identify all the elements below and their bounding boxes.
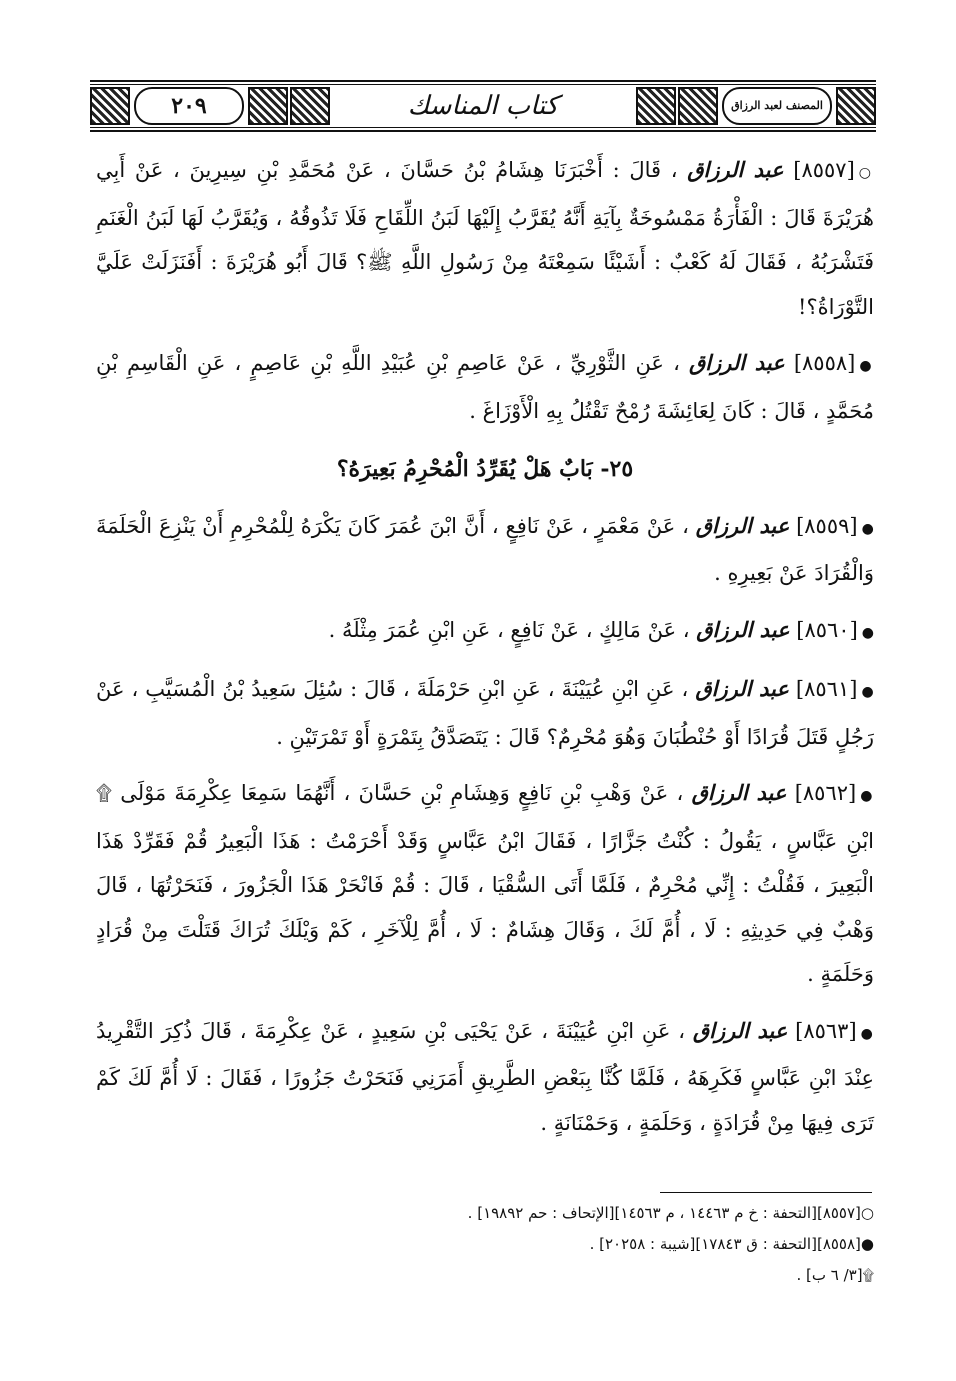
hadith-number: [٨٥٦٠] xyxy=(796,617,858,642)
hadith-text: ، عَنِ ابْنِ عُيَيْنَةَ ، عَنْ يَحْيَى بْنِ سَعِيدٍ ، عَنْ عِكْرِمَةَ ، قَالَ ذُكِرَ التَّقْرِيدُ عِنْدَ ابْنِ عَبَّاسٍ فَكَرِهَهُ ، فَلَمَّا كُنَّا بِبَعْضِ الطَّرِيقِ أَمَرَنِي فَنَحَرْتُ جَزُورًا ، فَقَالَ : لَا أُمَّ لَكَ كَمْ تَرَى فِيهَا مِنْ قُرَادَةٍ ، وَحَلَمَةٍ ، وَحَمْنَانَةٍ . xyxy=(96,1018,874,1135)
book-logo: المصنف لعبد الرزاق xyxy=(722,87,832,125)
hadith-source: عبد الرزاق xyxy=(688,350,785,375)
footnote: ○[٨٥٥٧][التحفة : خ م ١٤٤٦٣ ، م ١٤٥٦٣][الإتحاف : حم ١٩٨٩٢] . xyxy=(467,1204,874,1222)
hadith-text: ، عَنِ ابْنِ عُيَيْنَةَ ، عَنِ ابْنِ حَرْمَلَةَ ، قَالَ : سُئِلَ سَعِيدُ بْنُ الْمُسَيَّبِ ، عَنْ رَجُلٍ قَتَلَ قُرَادًا أَوْ حُنْطُبَانَ وَهُوَ مُحْرِمٌ؟ قَالَ : يَتَصَدَّقُ بِتَمْرَةٍ أَوْ تَمْرَتَيْنِ . xyxy=(96,677,874,749)
hadith-marker-icon: ● xyxy=(861,624,874,641)
hadith-number: [٨٥٦٢] xyxy=(794,781,857,805)
header-rule xyxy=(90,130,876,132)
ornament-icon xyxy=(248,87,288,125)
hadith-source: عبد الرزاق xyxy=(695,512,790,538)
hadith-marker-icon: ○ xyxy=(858,165,874,181)
hadith-marker-icon: ● xyxy=(860,1025,874,1042)
ornament-icon xyxy=(678,87,718,125)
footnote-divider xyxy=(660,1192,872,1193)
chapter-heading: ٢٥- بَابٌ هَلْ يُقَرِّدُ الْمُحْرِمُ بَعِيرَهُ؟ xyxy=(336,456,634,482)
ornament-icon xyxy=(290,87,330,125)
hadith-marker-icon: ● xyxy=(859,358,874,374)
hadith-paragraph xyxy=(96,148,874,329)
hadith-number: [٨٥٥٨] xyxy=(793,351,856,375)
hadith-paragraph xyxy=(96,771,874,997)
header-rule xyxy=(90,80,876,82)
hadith-number: [٨٥٥٧] xyxy=(793,158,855,182)
hadith-marker-icon: ● xyxy=(861,520,874,537)
hadith-paragraph xyxy=(96,608,874,656)
footnotes xyxy=(96,1198,874,1291)
hadith-paragraph xyxy=(96,341,874,433)
page-header xyxy=(90,80,876,132)
header-rule xyxy=(90,127,876,128)
footnote: ۩[٣/ ٦ ب] . xyxy=(796,1266,874,1284)
chapter-title: كتاب المناسك xyxy=(407,91,559,121)
hadith-paragraph xyxy=(96,1009,874,1146)
ornament-icon xyxy=(90,87,130,125)
hadith-paragraph xyxy=(96,504,874,596)
hadith-source: عبد الرزاق xyxy=(696,616,790,642)
hadith-text: ، عَنِ الثَّوْرِيِّ ، عَنْ عَاصِمِ بْنِ عُبَيْدِ اللَّهِ بْنِ عَاصِمٍ ، عَنِ الْقَاسِمِ بْنِ مُحَمَّدٍ ، قَالَ : كَانَ لِعَائِشَةَ رُمْحٌ تَقْتُلُ بِهِ الْأَوْزَاغَ . xyxy=(96,351,874,423)
hadith-text: ، عَنْ مَعْمَرٍ ، عَنْ نَافِعٍ ، أَنَّ ابْنَ عُمَرَ كَانَ يَكْرَهُ لِلْمُحْرِمِ أَنْ يَنْزِعَ الْحَلَمَةَ وَالْقُرَادَ عَنْ بَعِيرِهِ . xyxy=(96,513,874,585)
hadith-number: [٨٥٦١] xyxy=(795,677,858,701)
hadith-text: ، قَالَ : أَخْبَرَنَا هِشَامُ بْنُ حَسَّانَ ، عَنْ مُحَمَّدِ بْنِ سِيرِينَ ، عَنْ أَبِي هُرَيْرَةَ قَالَ : الْفَأْرَةُ مَمْسُوخَةٌ بِآيَةِ أَنَّهُ يُقَرَّبُ إِلَيْهَا لَبَنُ اللِّقَاحِ فَلَا تَذُوقُهُ ، وَيُقَرَّبُ لَهَا لَبَنُ الْغَنَمِ فَتَشْرَبُهُ ، فَقَالَ لَهُ كَعْبٌ : أَشَيْئًا سَمِعْتَهُ مِنْ رَسُولِ اللَّهِ ﷺ؟ قَالَ أَبُو هُرَيْرَةَ : أَفَنَزَلَتْ عَلَيَّ التَّوْرَاةُ؟! xyxy=(96,158,874,319)
hadith-source: عبد الرزاق xyxy=(692,1017,788,1043)
ornament-icon xyxy=(636,87,676,125)
hadith-number: [٨٥٦٣] xyxy=(795,1018,857,1043)
page-number: ٢٠٩ xyxy=(134,87,244,125)
hadith-source: عبد الرزاق xyxy=(687,157,784,182)
hadith-marker-icon: ● xyxy=(860,788,874,804)
main-text xyxy=(96,148,874,1157)
hadith-source: عبد الرزاق xyxy=(695,676,789,701)
hadith-marker-icon: ● xyxy=(861,684,874,700)
ornament-icon xyxy=(836,87,876,125)
footnote: ●[٨٥٥٨][التحفة : ق ١٧٨٤٣][شيبة : ٢٠٢٥٨] . xyxy=(589,1235,874,1253)
hadith-paragraph xyxy=(96,667,874,759)
hadith-source: عبد الرزاق xyxy=(691,780,787,805)
hadith-number: [٨٥٥٩] xyxy=(796,513,858,538)
header-rule xyxy=(90,84,876,85)
hadith-text: ، عَنْ وَهْبِ بْنِ نَافِعٍ وَهِشَامِ بْنِ حَسَّانَ ، أَنَّهُمَا سَمِعَا عِكْرِمَةَ مَوْلَى ۩ ابْنِ عَبَّاسٍ ، يَقُولُ : كُنْتُ جَزَّارًا ، فَقَالَ ابْنُ عَبَّاسٍ وَقَدْ أَحْرَمْتُ : هَذَا الْبَعِيرُ قُمْ فَقَرِّدْ هَذَا الْبَعِيرَ ، فَقُلْتُ : إِنِّي مُحْرِمٌ ، فَلَمَّا أَتَى السُّقْيَا ، قَالَ : قُمْ فَانْحَرْ هَذَا الْجَزُورَ ، فَنَحَرْتُهَا ، قَالَ وَهْبٌ فِي حَدِيثِهِ : لَا ، أُمَّ لَكَ ، وَقَالَ هِشَامٌ : لَا ، أُمَّ لِلْآخَرِ ، كَمْ وَيْلَكَ تُرَاكَ قَتَلْتَ مِنْ قُرَادٍ وَحَلَمَةٍ . xyxy=(96,781,874,986)
hadith-text: ، عَنْ مَالِكٍ ، عَنْ نَافِعٍ ، عَنِ ابْنِ عُمَرَ مِثْلَهُ . xyxy=(328,617,690,642)
